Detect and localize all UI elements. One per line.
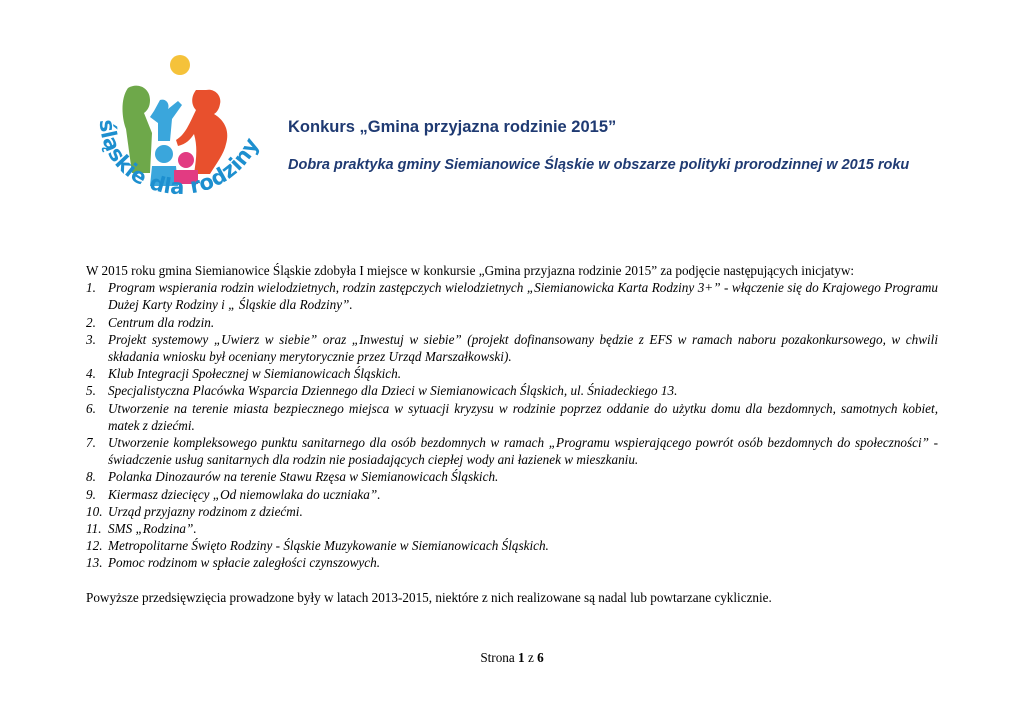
- list-item-text: Utworzenie na terenie miasta bezpiecznego miejsca w sytuacji kryzysu w rodzinie poprzez oddanie do użytku domu dla bezdomnych, samotnych kobiet, matek z dziećmi.: [108, 400, 938, 433]
- list-item-text: Centrum dla rodzin.: [108, 314, 215, 330]
- list-item: [86, 434, 938, 468]
- list-item-text: Klub Integracji Społecznej w Siemianowicach Śląskich.: [108, 366, 402, 382]
- logo-figure-pink-head: [178, 152, 194, 168]
- list-item-text: Urząd przyjazny rodzinom z dziećmi.: [108, 503, 303, 519]
- logo-figure-child-blue: [150, 100, 182, 141]
- list-item-text: Polanka Dinozaurów na terenie Stawu Rzęsa w Siemianowicach Śląskich.: [108, 469, 499, 485]
- footer-prefix: Strona: [480, 650, 515, 665]
- list-item-number: 10.: [86, 503, 103, 519]
- initiatives-list: [86, 279, 938, 571]
- page-title: Konkurs „Gmina przyjazna rodzinie 2015”: [288, 118, 617, 136]
- page-subtitle: Dobra praktyka gminy Siemianowice Śląskie w obszarze polityki prorodzinnej w 2015 roku: [288, 157, 910, 173]
- list-item: [86, 554, 938, 571]
- list-item-text: Projekt systemowy „Uwierz w siebie” oraz „Inwestuj w siebie” (projekt dofinansowany będzie z EFS w ramach naboru pozakonkursowego, w chwili składania wniosku był oceniany merytorycznie przez Urząd Marszałkowski).: [108, 331, 938, 365]
- list-item-number: 1.: [86, 280, 96, 296]
- logo-text: śląskie dla rodziny: [94, 118, 264, 200]
- list-item: [86, 503, 938, 520]
- footer-total-pages: 6: [537, 650, 544, 665]
- list-item-number: 7.: [86, 435, 96, 451]
- list-item: [86, 486, 938, 503]
- list-item: [86, 314, 938, 331]
- logo-figure-blue-head: [155, 145, 173, 163]
- header-titles: [288, 118, 909, 173]
- list-item-text: Kiermasz dziecięcy „Od niemowlaka do uczniaka”.: [108, 486, 381, 502]
- list-item-number: 6.: [86, 400, 96, 416]
- list-item: [86, 520, 938, 537]
- list-item: [86, 400, 938, 434]
- list-item-text: SMS „Rodzina”.: [108, 521, 197, 537]
- footer-separator: z: [527, 650, 534, 665]
- list-item-text: Specjalistyczna Placówka Wsparcia Dziennego dla Dzieci w Siemianowicach Śląskich, ul. Śniadeckiego 13.: [108, 383, 678, 399]
- list-item-number: 5.: [86, 383, 96, 399]
- list-item: [86, 331, 938, 365]
- list-item: [86, 365, 938, 382]
- list-item: [86, 468, 938, 485]
- list-item-number: 13.: [86, 555, 103, 571]
- footer-current-page: 1: [518, 650, 525, 665]
- list-item-number: 4.: [86, 366, 96, 382]
- logo-sun-circle: [170, 55, 190, 75]
- page-footer: [0, 650, 1024, 666]
- list-item-text: Metropolitarne Święto Rodziny - Śląskie Muzykowanie w Siemianowicach Śląskich.: [108, 538, 549, 554]
- closing-paragraph: Powyższe przedsięwzięcia prowadzone były w latach 2013-2015, niektóre z nich realizowane są nadal lub powtarzane cyklicznie.: [86, 589, 772, 605]
- list-item: [86, 537, 938, 554]
- document-body: [86, 262, 938, 606]
- list-item: [86, 382, 938, 399]
- list-item-number: 2.: [86, 314, 96, 330]
- list-item-text: Utworzenie kompleksowego punktu sanitarnego dla osób bezdomnych w ramach „Programu wspierającego powrót osób bezdomnych do społeczności” - świadczenie usług sanitarnych dla rodzin nie posiadających ciepłej wody ani łazienek w mieszkaniu.: [108, 435, 938, 468]
- list-item-number: 8.: [86, 469, 96, 485]
- list-item-number: 12.: [86, 538, 103, 554]
- list-item-text: Program wspierania rodzin wielodzietnych, rodzin zastępczych wielodzietnych „Siemianowicka Karta Rodziny 3+” - włączenie się do Krajowego Programu Dużej Karty Rodziny i „ Śląskie dla Rodziny”.: [108, 280, 938, 313]
- list-item-text: Pomoc rodzinom w spłacie zaległości czynszowych.: [108, 555, 381, 571]
- list-item-number: 9.: [86, 486, 96, 502]
- intro-paragraph: W 2015 roku gmina Siemianowice Śląskie zdobyła I miejsce w konkursie „Gmina przyjazna rodzinie 2015” za podjęcie następujących inicjatyw:: [86, 263, 855, 278]
- slaskie-dla-rodziny-logo: [88, 50, 266, 220]
- list-item-number: 3.: [86, 331, 96, 347]
- list-item: [86, 279, 938, 313]
- list-item-number: 11.: [86, 521, 102, 537]
